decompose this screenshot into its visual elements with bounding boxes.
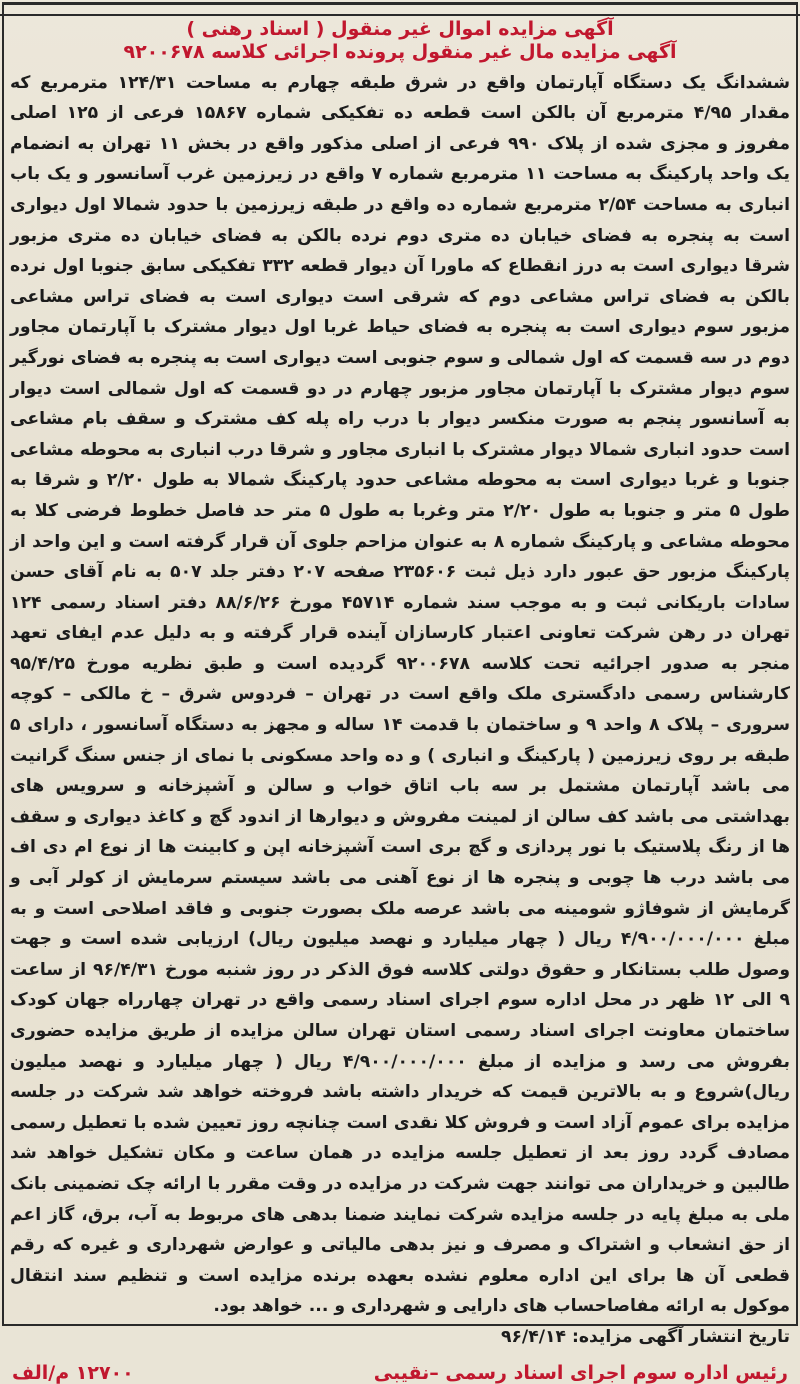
notice-title: آگهی مزایده اموال غیر منقول ( اسناد رهنی ) bbox=[186, 18, 614, 40]
notice-body-text: ششدانگ یک دستگاه آپارتمان واقع در شرق طبقه چهارم به مساحت ۱۲۴/۳۱ مترمربع که مقدار ۴/۹۵ مترمربع آن بالکن است قطعه ده تفکیکی شماره ۱۵۸۶۷ فرعی از ۱۲۵ اصلی مفروز و مجزی شده از پلاک ۹۹۰ فرعی از اصلی مذکور واقع در بخش ۱۱ تهران به انضمام یک واحد پارکینگ به مساحت ۱۱ مترمربع شماره ۷ واقع در زیرزمین غرب آسانسور و یک باب انباری به مساحت ۲/۵۴ مترمربع شماره ده واقع در طبقه زیرزمین با حدود شمالا اول دیواری است به پنجره به فضای خیابان ده متری دوم نرده بالکن به فضای خیابان ده متری مزبور شرقا دیواری است به درز انقطاع که ماورا آن دیوار قطعه ۳۳۲ تفکیکی سابق جنوبا اول نرده بالکن به فضای تراس مشاعی دوم که شرقی است دیواری است به فضای تراس مشاعی مزبور سوم دیواری است به پنجره به فضای حیاط غربا اول دیوار مشترک با آپارتمان مجاور دوم در سه قسمت که اول شمالی و سوم جنوبی است دیواری است به پنجره به فضای نورگیر سوم دیوار مشترک با آپارتمان مجاور مزبور چهارم در دو قسمت که اول شمالی است دیوار به آسانسور پنجم به صورت منکسر دیوار با درب راه پله کف مشترک و سقف بام مشاعی است حدود انباری شمالا دیوار مشترک با انباری مجاور و شرقا درب انباری به محوطه مشاعی جنوبا و غربا دیواری است به محوطه مشاعی حدود پارکینگ شمالا به طول ۲/۲۰ و شرقا به طول ۵ متر و جنوبا به طول ۲/۲۰ متر وغربا به طول ۵ متر حد فاصل خطوط فرضی کلا به محوطه مشاعی و پارکینگ شماره ۸ به عنوان مزاحم جلوی آن قرار گرفته است و این واحد از پارکینگ مزبور حق عبور دارد ذیل ثبت ۲۳۵۶۰۶ صفحه ۲۰۷ دفتر جلد ۵۰۷ به نام آقای حسن سادات باریکانی ثبت و به موجب سند شماره ۴۵۷۱۴ مورخ ۸۸/۶/۲۶ دفتر اسناد رسمی ۱۲۴ تهران در رهن شرکت تعاونی اعتبار کارسازان آینده قرار گرفته و به دلیل عدم ایفای تعهد منجر به صدور اجرائیه تحت کلاسه ۹۲۰۰۶۷۸ گردیده است و طبق نظریه مورخ ۹۵/۴/۲۵ کارشناس رسمی دادگستری ملک واقع است در تهران – فردوس شرق – خ مالکی – کوچه سروری – پلاک ۸ واحد ۹ و ساختمان با قدمت ۱۴ ساله و مجهز به دستگاه آسانسور ، دارای ۵ طبقه بر روی زیرزمین ( پارکینگ و انباری ) و ده واحد مسکونی با نمای از جنس سنگ گرانیت می باشد آپارتمان مشتمل بر سه باب اتاق خواب و سالن و آشپزخانه و سرویس های بهداشتی می باشد کف سالن از لمینت مفروش و دیوارها از اندود گچ و کاغذ دیواری و سقف ها از رنگ پلاستیک با نور پردازی و گچ بری است آشپزخانه اپن و کابینت ها از نوع ام دی اف می باشد درب ها چوبی و پنجره ها از نوع آهنی می باشد سیستم سرمایش از کولر آبی و گرمایش از شوفاژو شومینه می باشد عرصه ملک بصورت جنوبی و فاقد اصلاحی است و به مبلغ ۴/۹۰۰/۰۰۰/۰۰۰ ریال ( چهار میلیارد و نهصد میلیون ریال) ارزیابی شده است و جهت وصول طلب بستانکار و حقوق دولتی کلاسه فوق الذکر در روز شنبه مورخ ۹۶/۴/۳۱ از ساعت ۹ الی ۱۲ ظهر در محل اداره سوم اجرای اسناد رسمی واقع در تهران چهارراه جهان کودک ساختمان معاونت اجرای اسناد رسمی استان تهران سالن مزایده از طریق مزایده حضوری بفروش می رسد و مزایده از مبلغ ۴/۹۰۰/۰۰۰/۰۰۰ ریال ( چهار میلیارد و نهصد میلیون ریال)شروع و به بالاترین قیمت که خریدار داشته باشد فروخته خواهد شد شرکت در جلسه مزایده برای عموم آزاد است و فروش کلا نقدی است چنانچه روز تعیین شده با تعطیل رسمی مصادف گردد روز بعد از تعطیل جلسه مزایده در همان ساعت و مکان تشکیل خواهد شد طالبین و خریداران می توانند جهت شرکت در مزایده در وقت مقرر با ارائه چک تضمینی بانک ملی به مبلغ پایه در جلسه مزایده شرکت نمایند ضمنا بدهی های مربوط به آب، برق، گاز اعم از حق انشعاب و اشتراک و مصرف و نیز بدهی مالیاتی و عوارض شهرداری و غیره که رقم قطعی آن ها برای این اداره معلوم نشده بعهده برنده مزایده است و تنظیم سند انتقال موکول به ارائه مفاصاحساب های دارایی و شهرداری و ... خواهد بود. bbox=[10, 72, 791, 1317]
top-divider bbox=[0, 6, 800, 16]
signature: رئیس اداره سوم اجرای اسناد رسمی –نقیبی bbox=[373, 1361, 788, 1384]
publish-date: تاریخ انتشار آگهی مزایده: ۹۶/۴/۱۴ bbox=[500, 1326, 790, 1347]
notice-subtitle: آگهی مزایده مال غیر منقول پرونده اجرائی کلاسه ۹۲۰۰۶۷۸ bbox=[123, 40, 677, 63]
notice-footer bbox=[12, 1362, 788, 1384]
notice-body bbox=[10, 68, 790, 1322]
notice-code: ۱۲۷۰۰ م/الف bbox=[12, 1361, 134, 1384]
